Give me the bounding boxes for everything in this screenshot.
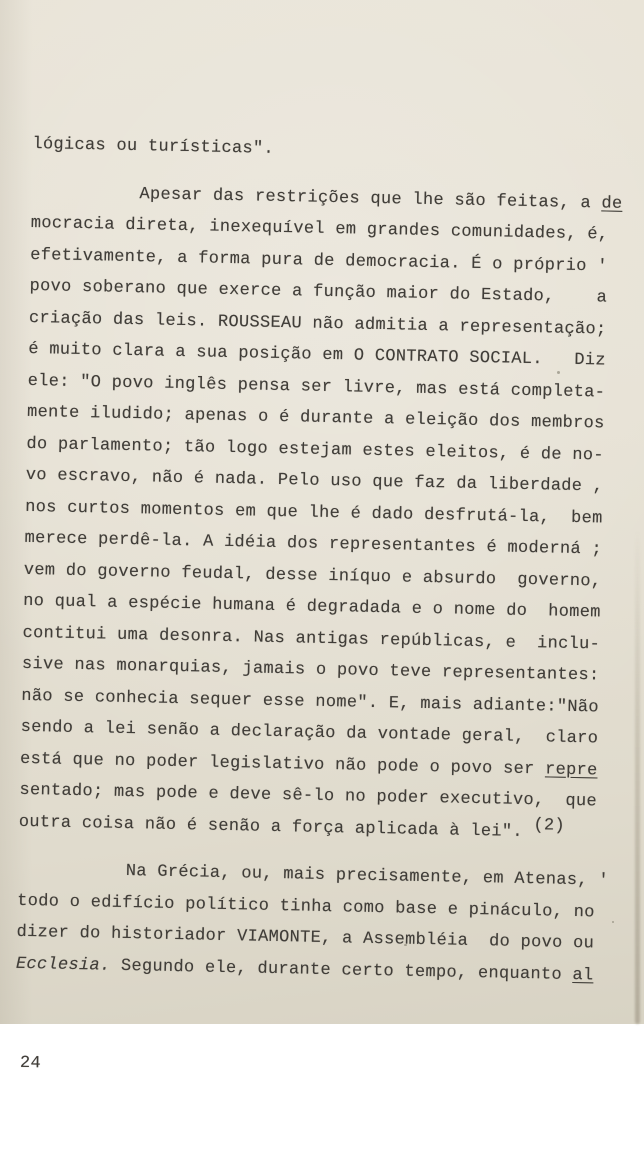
underlined-fragment: de	[601, 193, 623, 214]
scan-speck	[557, 371, 560, 374]
scan-speck	[612, 921, 614, 923]
text-fragment: do parlamento; tão logo estejam estes eleitos, é de no-	[26, 434, 605, 466]
text-fragment: é muito clara a sua posição em O CONTRATO SOCIAL. Diz	[28, 339, 606, 371]
typewritten-text	[12, 66, 625, 1154]
page-number: 24	[19, 1053, 42, 1074]
text-fragment: mente iludido; apenas o é durante a eleição dos membros	[26, 402, 605, 434]
text-fragment: Apesar das restrições que lhe são feitas, a	[139, 184, 602, 213]
text-fragment: dizer do historiador VIAMONTE, a Assembléia do povo ou	[16, 922, 595, 954]
text-fragment: contitui uma desonra. Nas antigas repúblicas, e inclu-	[22, 623, 601, 654]
text-fragment: sendo a lei senão a declaração da vontade geral, claro	[20, 717, 599, 749]
text-fragment: nos curtos momentos em que lhe é dado desfrutá-la, bem	[24, 497, 603, 529]
text-fragment: no qual a espécie humana é degradada e o nome do homem	[23, 591, 601, 623]
text-fragment: ele: "O povo inglês pensa ser livre, mas está completa-	[27, 371, 606, 403]
text-fragment: sentado; mas pode e deve sê-lo no poder executivo, que	[19, 780, 598, 812]
text-fragment: mocracia direta, inexequível em grandes comunidades, é,	[30, 213, 609, 245]
text-fragment: Na Grécia, ou, mais precisamente, em Atenas, '	[125, 862, 610, 891]
text-lines	[16, 129, 625, 992]
text-fragment: Segundo ele, durante certo tempo, enquanto	[110, 956, 573, 985]
underlined-fragment: al	[572, 965, 594, 985]
text-fragment: todo o edifício político tinha como base e pináculo, no	[17, 891, 595, 922]
text-fragment: criação das leis. ROUSSEAU não admitia a representação;	[28, 308, 607, 340]
text-fragment: sive nas monarquias, jamais o povo teve representantes:	[21, 654, 600, 686]
scan-speck	[404, 944, 407, 946]
text-fragment: merece perdê-la. A idéia dos representantes é moderná ;	[24, 528, 603, 560]
text-fragment: está que no poder legislativo não pode o povo ser	[19, 749, 546, 779]
text-fragment: povo soberano que exerce a função maior do Estado, a	[29, 276, 608, 308]
text-line	[32, 129, 625, 172]
underlined-fragment: repre	[544, 759, 598, 780]
text-fragment: efetivamente, a forma pura de democracia. É o próprio '	[30, 245, 608, 277]
italic-fragment: Ecclesia.	[15, 954, 111, 976]
text-fragment: outra coisa não é senão a força aplicada à lei".	[18, 812, 534, 842]
text-fragment: lógicas ou turísticas".	[32, 134, 275, 159]
text-fragment: vo escravo, não é nada. Pelo uso que faz da liberdade ,	[25, 465, 604, 497]
text-fragment: vem do governo feudal, desse iníquo e absurdo governo,	[23, 560, 602, 591]
page-edge-shadow	[635, 530, 640, 1024]
text-fragment: não se conhecia sequer esse nome". E, mais adiante:"Não	[21, 686, 600, 717]
footnote-reference: (2)	[533, 815, 566, 836]
